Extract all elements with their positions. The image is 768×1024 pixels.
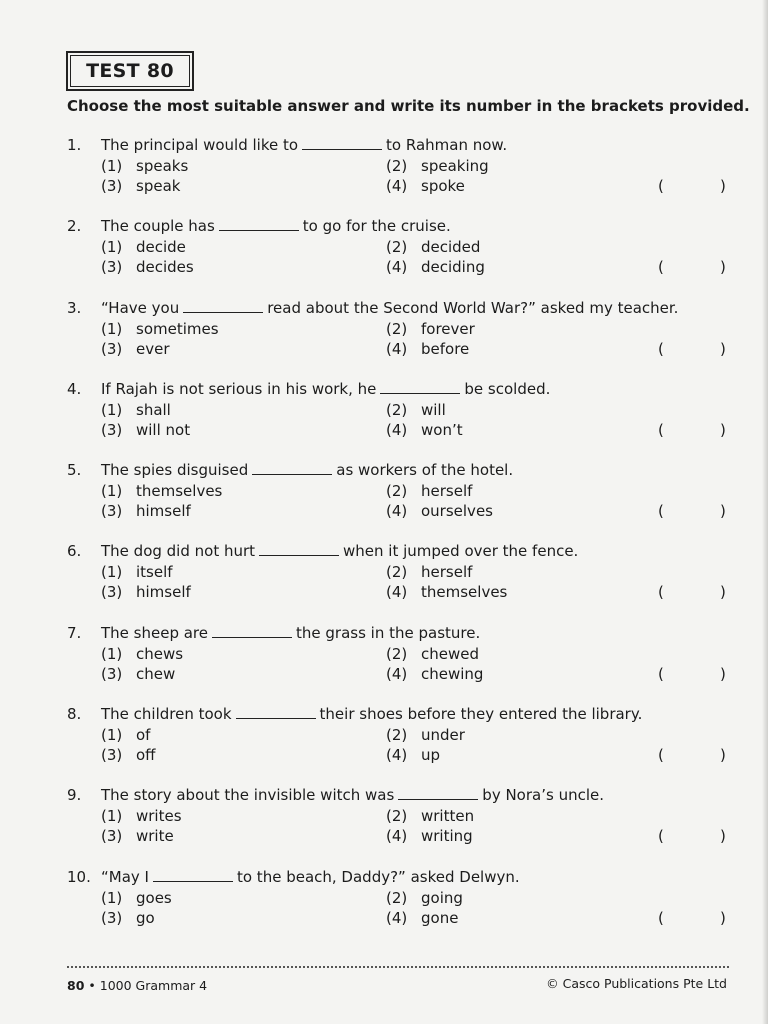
question-text-after: as workers of the hotel. <box>336 461 514 480</box>
answer-blank <box>252 473 332 475</box>
option-text: of <box>136 726 151 745</box>
option-number: (1) <box>101 238 123 257</box>
answer-option <box>101 401 171 419</box>
answer-bracket-close[interactable]: ) <box>720 908 726 927</box>
option-text: sometimes <box>136 319 219 338</box>
answer-bracket-open[interactable]: ( <box>658 664 664 683</box>
dotted-divider <box>67 966 729 968</box>
question-stem <box>101 461 513 479</box>
question-stem <box>101 380 550 398</box>
option-number: (1) <box>101 400 123 419</box>
answer-bracket-open[interactable]: ( <box>658 420 664 439</box>
test-title: TEST 80 <box>70 55 190 87</box>
option-text: written <box>421 807 475 826</box>
option-text: decided <box>421 238 481 257</box>
question-stem <box>101 624 480 642</box>
option-number: (3) <box>101 746 123 765</box>
option-text: speaking <box>421 157 489 175</box>
option-number: (2) <box>386 238 408 257</box>
option-text: spoke <box>421 177 465 195</box>
option-number: (3) <box>101 827 123 846</box>
answer-bracket-open[interactable]: ( <box>658 908 664 927</box>
question-stem <box>101 217 451 235</box>
answer-option <box>386 482 472 500</box>
answer-option <box>386 401 446 419</box>
question-number: 1. <box>67 136 82 154</box>
answer-bracket-close[interactable]: ) <box>720 827 726 846</box>
option-text: up <box>421 746 441 765</box>
answer-option <box>101 563 173 581</box>
option-number: (2) <box>386 726 408 745</box>
answer-option <box>101 421 190 439</box>
answer-option <box>386 258 485 276</box>
option-text: forever <box>421 319 475 338</box>
question-text-before: The story about the invisible witch was <box>101 786 395 805</box>
answer-bracket-open[interactable]: ( <box>658 746 664 765</box>
question-text-after: by Nora’s uncle. <box>482 786 604 805</box>
option-text: won’t <box>421 420 463 439</box>
answer-option <box>101 827 174 845</box>
question-number: 2. <box>67 217 82 236</box>
option-text: will <box>421 400 446 419</box>
option-text: itself <box>136 563 173 582</box>
answer-bracket-close[interactable]: ) <box>720 177 726 195</box>
option-number: (4) <box>386 827 408 846</box>
question-number: 5. <box>67 461 82 480</box>
question-item <box>0 380 768 461</box>
question-text-after: be scolded. <box>464 379 551 398</box>
answer-option <box>386 502 493 520</box>
option-number: (1) <box>101 888 123 907</box>
question-item <box>0 461 768 542</box>
answer-option <box>101 502 191 520</box>
option-text: chews <box>136 644 184 663</box>
answer-option <box>386 827 473 845</box>
option-text: decide <box>136 238 186 257</box>
option-text: speaks <box>136 157 189 175</box>
answer-blank <box>153 880 233 882</box>
option-number: (4) <box>386 746 408 765</box>
question-number: 8. <box>67 705 82 724</box>
option-text: themselves <box>421 583 508 602</box>
question-item <box>0 299 768 380</box>
question-stem <box>101 868 520 886</box>
option-text: herself <box>421 482 473 501</box>
option-text: himself <box>136 583 191 602</box>
footer-book-title: 1000 Grammar 4 <box>99 978 208 993</box>
option-text: writing <box>421 827 473 846</box>
answer-bracket-open[interactable]: ( <box>658 583 664 602</box>
option-number: (2) <box>386 157 408 175</box>
option-number: (3) <box>101 420 123 439</box>
answer-option <box>101 889 172 907</box>
option-number: (4) <box>386 502 408 521</box>
option-text: write <box>136 827 174 846</box>
answer-option <box>101 482 222 500</box>
option-text: chewed <box>421 644 480 663</box>
option-text: decides <box>136 258 194 277</box>
question-text-after: the grass in the pasture. <box>296 623 481 642</box>
answer-option <box>101 177 180 195</box>
question-text-before: The dog did not hurt <box>101 542 256 561</box>
answer-option <box>386 807 474 825</box>
answer-blank <box>259 554 339 556</box>
answer-bracket-close[interactable]: ) <box>720 664 726 683</box>
question-text-before: The sheep are <box>101 623 208 642</box>
answer-bracket-close[interactable]: ) <box>720 583 726 602</box>
test-title-box <box>66 51 194 91</box>
answer-blank <box>302 148 382 150</box>
answer-blank <box>212 636 292 638</box>
answer-option <box>101 807 182 825</box>
option-text: ever <box>136 339 170 358</box>
question-item <box>0 542 768 623</box>
option-number: (4) <box>386 177 408 195</box>
option-number: (4) <box>386 583 408 602</box>
option-text: go <box>136 908 155 927</box>
answer-option <box>386 746 440 764</box>
answer-bracket-close[interactable]: ) <box>720 502 726 521</box>
question-text-before: The children took <box>101 705 232 724</box>
answer-option <box>386 665 483 683</box>
question-item <box>0 786 768 867</box>
answer-blank <box>219 229 299 231</box>
option-number: (1) <box>101 807 123 826</box>
answer-option <box>101 726 150 744</box>
option-text: off <box>136 746 156 765</box>
answer-option <box>386 320 475 338</box>
answer-option <box>101 238 186 256</box>
question-text-before: The spies disguised <box>101 461 249 480</box>
question-item <box>0 217 768 298</box>
answer-bracket-close[interactable]: ) <box>720 420 726 439</box>
answer-option <box>386 889 463 907</box>
answer-option <box>101 157 188 175</box>
option-number: (3) <box>101 177 123 195</box>
question-stem <box>101 786 604 804</box>
option-number: (3) <box>101 908 123 927</box>
answer-blank <box>398 798 478 800</box>
question-text-after: to the beach, Daddy?” asked Delwyn. <box>236 867 520 886</box>
footer-page-number: 80 <box>67 978 85 993</box>
question-stem <box>101 705 642 723</box>
option-text: chewing <box>421 664 484 683</box>
option-text: going <box>421 888 463 907</box>
option-number: (1) <box>101 644 123 663</box>
answer-option <box>101 583 191 601</box>
answer-blank <box>236 717 316 719</box>
answer-option <box>386 583 507 601</box>
option-number: (4) <box>386 420 408 439</box>
footer-book-info <box>67 978 207 993</box>
option-number: (1) <box>101 319 123 338</box>
answer-option <box>386 177 465 195</box>
option-text: under <box>421 726 465 745</box>
option-text: shall <box>136 400 171 419</box>
footer-copyright: © Casco Publications Pte Ltd <box>546 976 727 991</box>
question-text-before: The couple has <box>101 217 215 236</box>
option-text: goes <box>136 888 172 907</box>
option-number: (2) <box>386 400 408 419</box>
question-number: 9. <box>67 786 82 805</box>
page-edge-shadow <box>762 0 768 1024</box>
option-number: (1) <box>101 726 123 745</box>
answer-option <box>386 909 458 927</box>
question-stem <box>101 136 507 154</box>
question-text-after: to Rahman now. <box>386 136 508 154</box>
option-text: before <box>421 339 470 358</box>
answer-option <box>101 258 194 276</box>
question-text-after: read about the Second World War?” asked my teacher. <box>267 298 679 317</box>
answer-bracket-open[interactable]: ( <box>658 827 664 846</box>
option-text: himself <box>136 502 191 521</box>
question-text-before: If Rajah is not serious in his work, he <box>101 379 377 398</box>
question-text-before: The principal would like to <box>101 136 299 154</box>
option-number: (4) <box>386 664 408 683</box>
answer-bracket-open[interactable]: ( <box>658 177 664 195</box>
answer-option <box>386 645 479 663</box>
answer-option <box>386 157 489 175</box>
option-number: (2) <box>386 482 408 501</box>
question-stem <box>101 542 578 560</box>
option-text: writes <box>136 807 182 826</box>
question-number: 3. <box>67 298 82 317</box>
answer-option <box>101 665 175 683</box>
question-number: 4. <box>67 379 82 398</box>
answer-bracket-open[interactable]: ( <box>658 258 664 277</box>
question-number: 10. <box>67 867 91 886</box>
answer-bracket-open[interactable]: ( <box>658 339 664 358</box>
option-text: speak <box>136 177 181 195</box>
option-number: (1) <box>101 563 123 582</box>
question-number: 6. <box>67 542 82 561</box>
option-text: herself <box>421 563 473 582</box>
option-number: (2) <box>386 888 408 907</box>
footer-separator: • <box>88 978 96 993</box>
question-list <box>0 136 768 949</box>
option-number: (3) <box>101 339 123 358</box>
answer-option <box>101 909 155 927</box>
answer-option <box>386 238 480 256</box>
question-text-before: “May I <box>101 867 149 886</box>
option-number: (2) <box>386 319 408 338</box>
answer-option <box>386 563 472 581</box>
answer-option <box>386 726 465 744</box>
option-text: chew <box>136 664 176 683</box>
option-number: (2) <box>386 807 408 826</box>
option-number: (2) <box>386 644 408 663</box>
question-item <box>0 705 768 786</box>
answer-blank <box>183 311 263 313</box>
question-text-after: their shoes before they entered the library. <box>319 705 643 724</box>
answer-option <box>101 645 183 663</box>
option-text: ourselves <box>421 502 493 521</box>
question-text-before: “Have you <box>101 298 180 317</box>
option-number: (2) <box>386 563 408 582</box>
answer-bracket-close[interactable]: ) <box>720 339 726 358</box>
answer-blank <box>380 392 460 394</box>
option-number: (3) <box>101 664 123 683</box>
option-number: (1) <box>101 482 123 501</box>
answer-option <box>386 340 469 358</box>
option-number: (1) <box>101 157 123 175</box>
option-text: will not <box>136 420 191 439</box>
question-item <box>0 624 768 705</box>
option-text: themselves <box>136 482 223 501</box>
answer-option <box>101 340 170 358</box>
answer-option <box>101 746 156 764</box>
option-number: (4) <box>386 258 408 277</box>
question-text-after: when it jumped over the fence. <box>343 542 579 561</box>
option-number: (4) <box>386 908 408 927</box>
option-text: deciding <box>421 258 485 277</box>
option-text: gone <box>421 908 459 927</box>
question-item <box>0 868 768 949</box>
instruction-text: Choose the most suitable answer and write its number in the brackets provided. <box>67 97 750 115</box>
answer-bracket-close[interactable]: ) <box>720 258 726 277</box>
answer-option <box>386 421 463 439</box>
option-number: (3) <box>101 502 123 521</box>
question-number: 7. <box>67 623 82 642</box>
option-number: (3) <box>101 583 123 602</box>
question-stem <box>101 299 678 317</box>
question-item <box>0 136 768 217</box>
answer-bracket-close[interactable]: ) <box>720 746 726 765</box>
option-number: (4) <box>386 339 408 358</box>
option-number: (3) <box>101 258 123 277</box>
answer-option <box>101 320 219 338</box>
answer-bracket-open[interactable]: ( <box>658 502 664 521</box>
question-text-after: to go for the cruise. <box>302 217 451 236</box>
